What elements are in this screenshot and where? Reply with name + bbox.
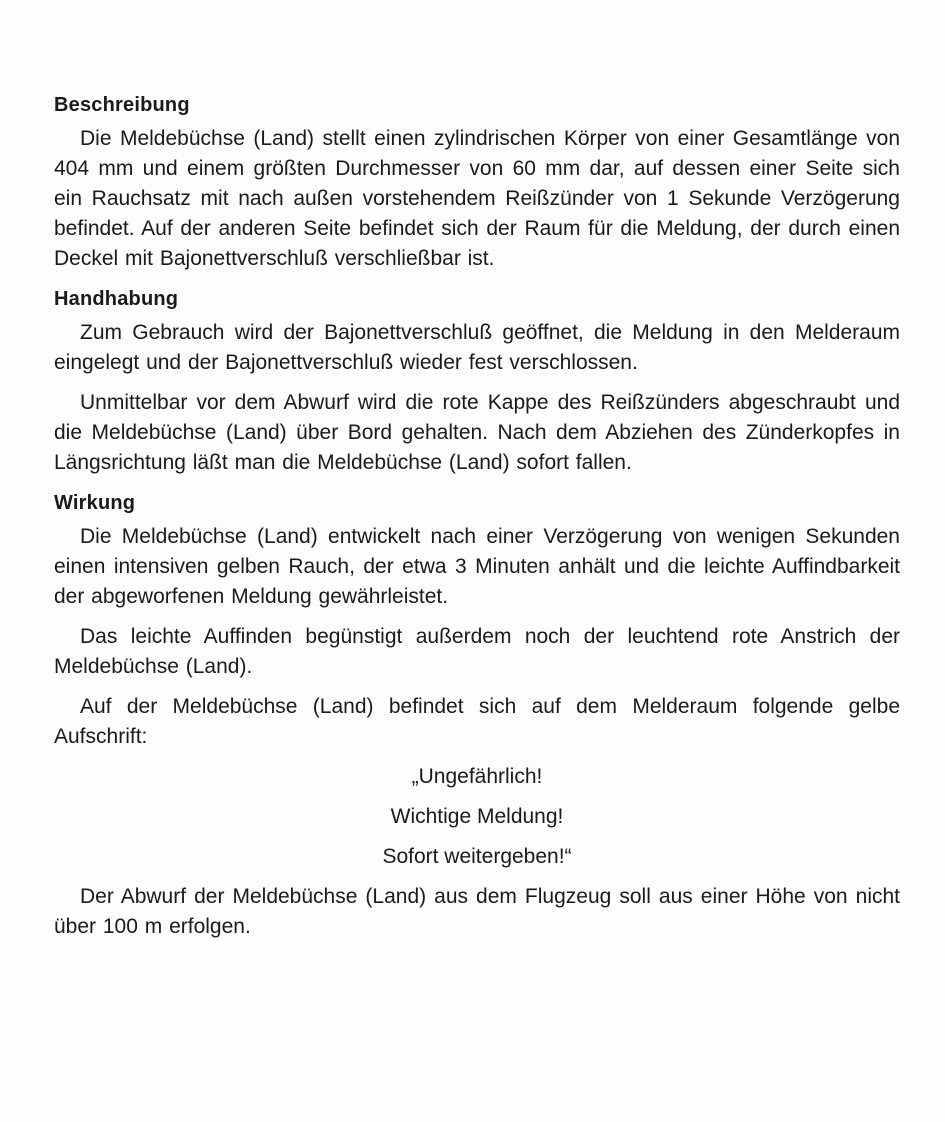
paragraph: Unmittelbar vor dem Abwurf wird die rote Kappe des Reißzünders abgeschraubt und die Meldebüchse (Land) über Bord gehalten. Nach dem Abziehen des Zünderkopfes in Längsrichtung läßt man die Meldebüchse (Land) sofort fallen. [54,391,900,474]
paragraph: Die Meldebüchse (Land) entwickelt nach einer Verzögerung von wenigen Sekunden einen intensiven gelben Rauch, der etwa 3 Minuten anhält und die leichte Auffindbarkeit der abgeworfenen Meldung gewährleistet. [54,525,900,608]
paragraph: Das leichte Auffinden begünstigt außerdem noch der leuchtend rote Anstrich der Meldebüchse (Land). [54,625,900,678]
inscription-block [54,762,900,872]
section-handhabung [54,284,900,478]
closing-paragraph: Der Abwurf der Meldebüchse (Land) aus dem Flugzeug soll aus einer Höhe von nicht über 100 m erfolgen. [54,885,900,938]
section-heading: Wirkung [54,492,136,514]
inscription-line: Wichtige Meldung! [390,805,564,828]
section-heading: Beschreibung [54,94,190,116]
paragraph: Die Meldebüchse (Land) stellt einen zylindrischen Körper von einer Gesamtlänge von 404 mm und einem größten Durchmesser von 60 mm dar, auf dessen einer Seite sich ein Rauchsatz mit nach außen vorstehendem Reißzünder von 1 Sekunde Verzögerung befindet. Auf der anderen Seite befindet sich der Raum für die Meldung, der durch einen Deckel mit Bajonettverschluß verschließbar ist. [54,127,900,270]
text-column [54,90,900,952]
inscription-line: Sofort weitergeben!“ [382,845,572,868]
paragraph: Auf der Meldebüchse (Land) befindet sich auf dem Melderaum folgende gelbe Aufschrift: [54,695,900,748]
section-heading: Handhabung [54,288,179,310]
paragraph: Zum Gebrauch wird der Bajonettverschluß geöffnet, die Meldung in den Melderaum eingelegt und der Bajonettverschluß wieder fest verschlossen. [54,321,900,374]
inscription-line: „Ungefährlich! [411,765,543,788]
section-wirkung [54,488,900,942]
section-beschreibung [54,90,900,274]
